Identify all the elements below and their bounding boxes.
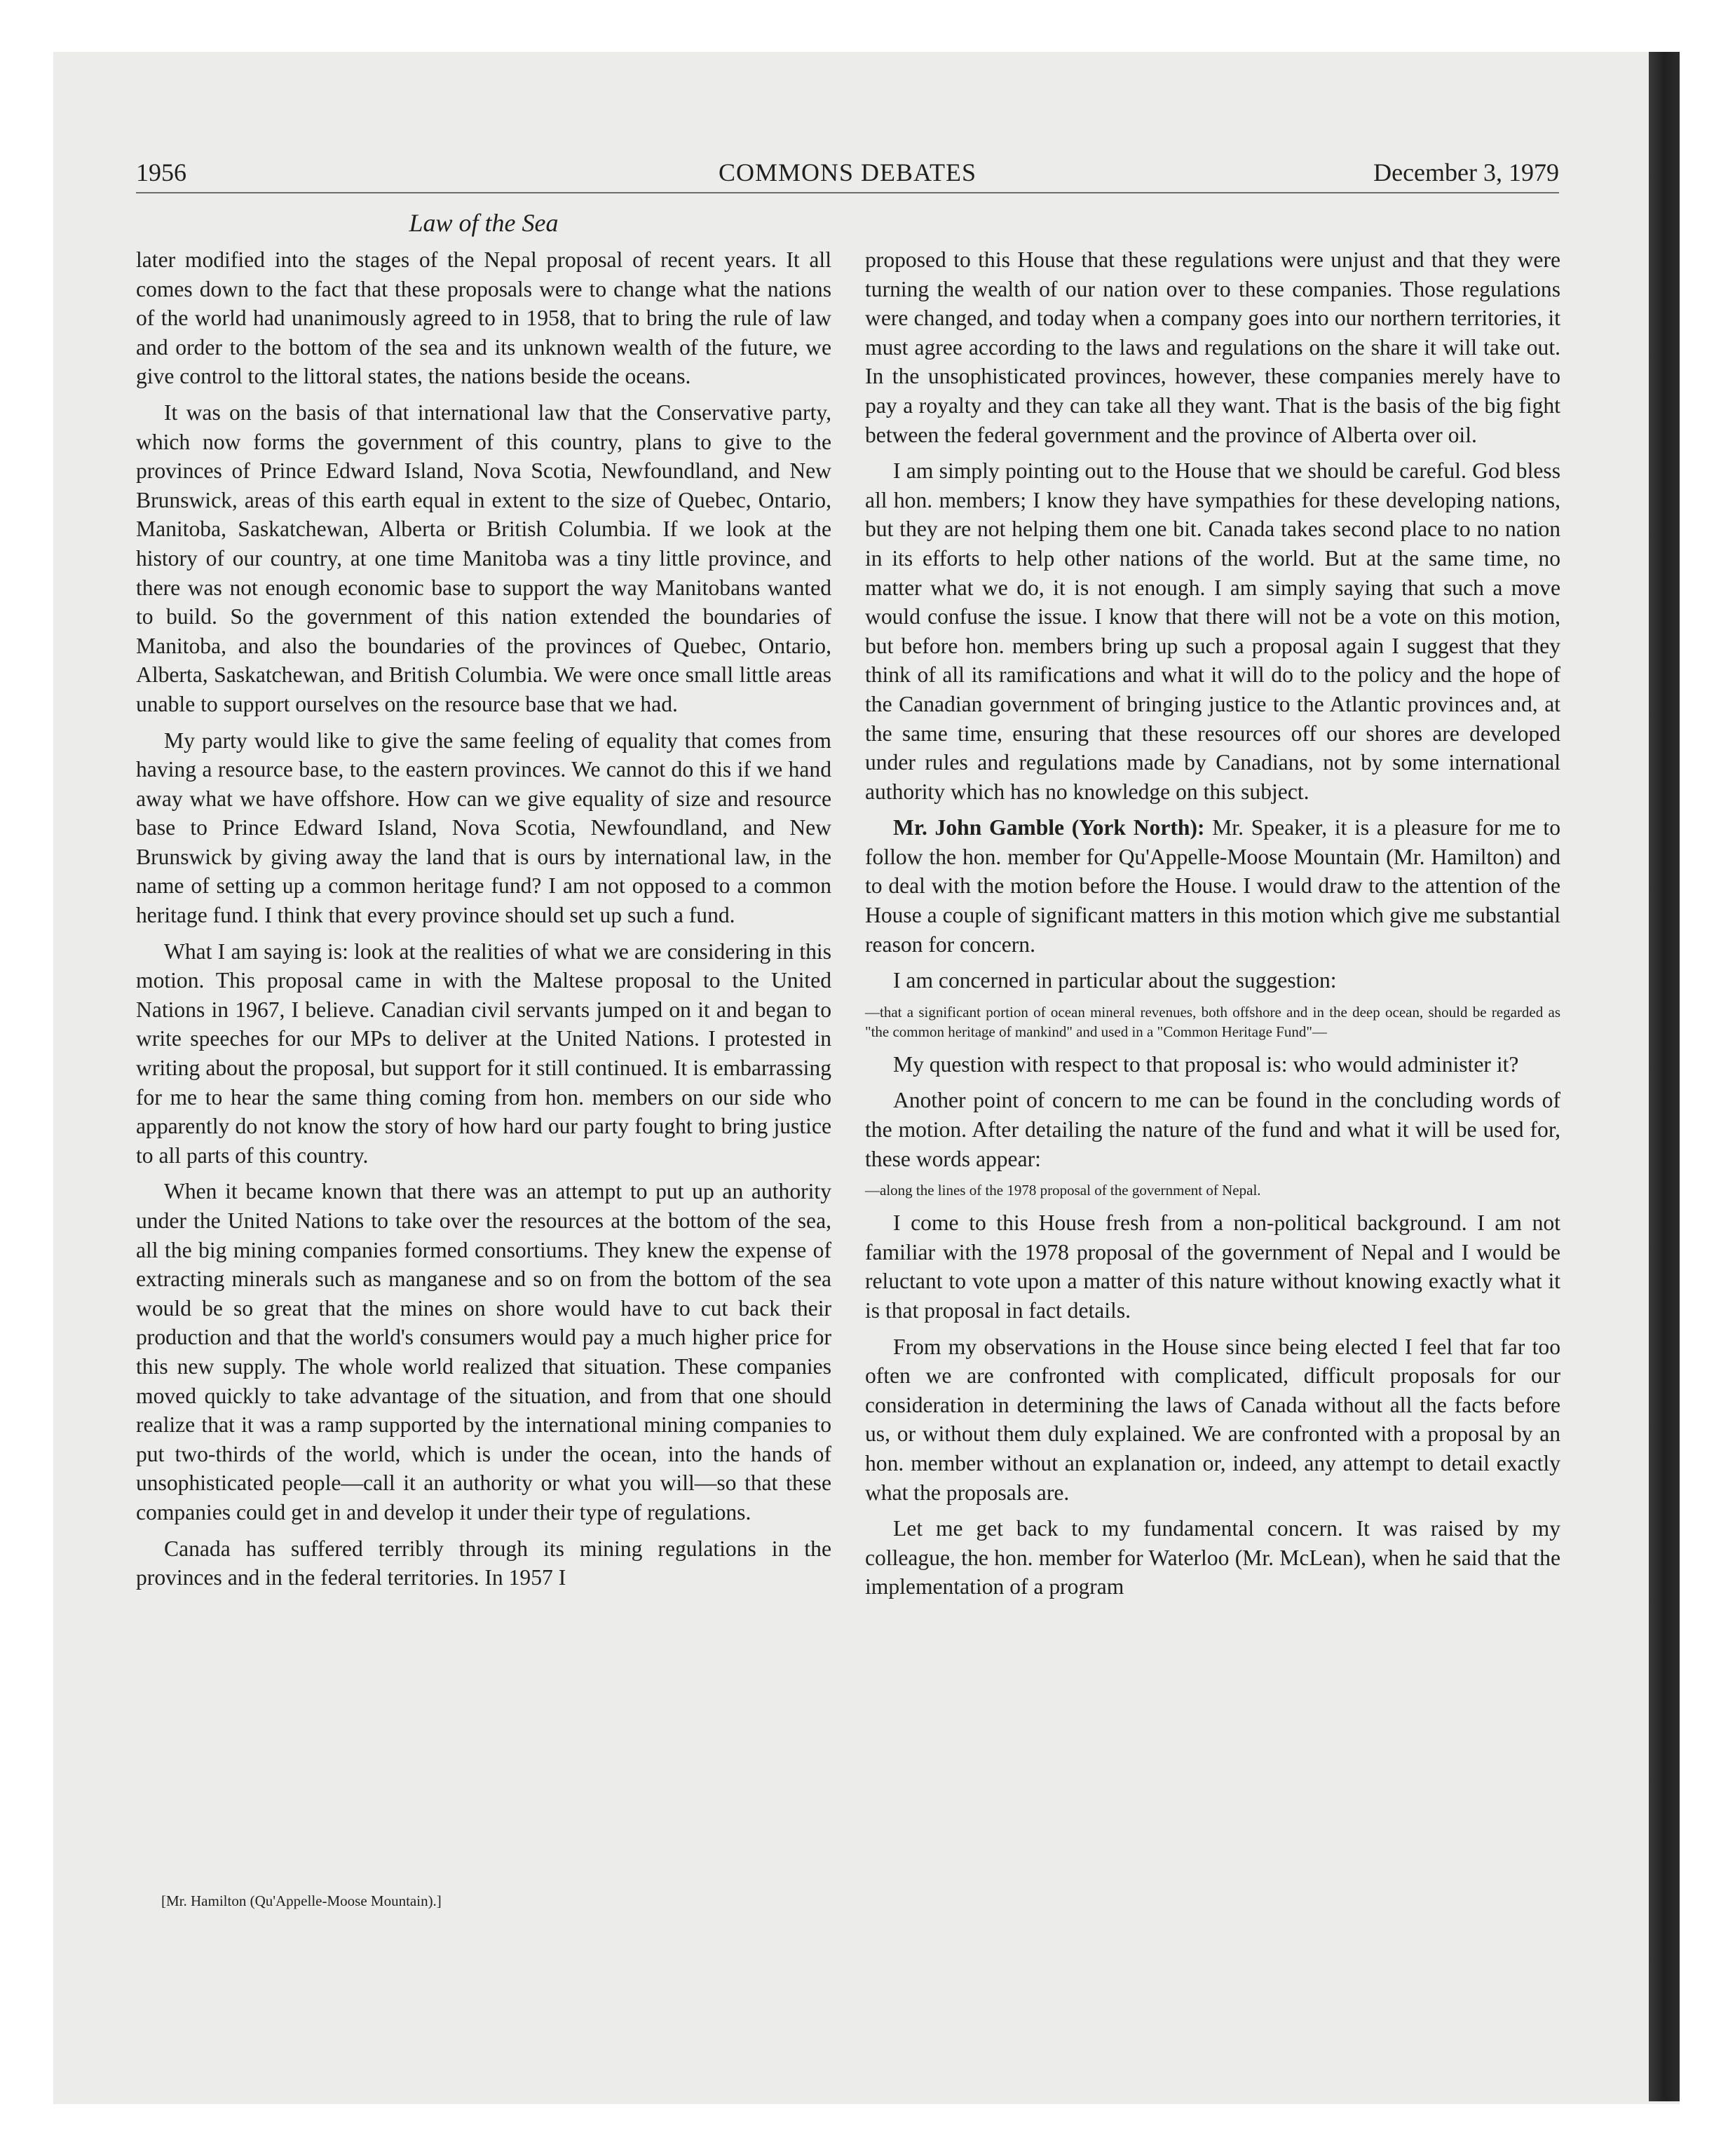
left-column (136, 245, 831, 1599)
running-header (136, 156, 1559, 189)
paragraph: I come to this House fresh from a non-political background. I am not familiar with the 1978 proposal of the government of Nepal and I would be reluctant to vote upon a matter of this nature without knowing exactly what it is that proposal in fact details. (865, 1210, 1560, 1323)
right-column (865, 245, 1560, 1609)
speaker-footer-note: [Mr. Hamilton (Qu'Appelle-Moose Mountain).] (161, 1892, 442, 1909)
paragraph: I am simply pointing out to the House that we should be careful. God bless all hon. members; I know they have sympathies for these developing nations, but they are not helping them one bit. Canada takes second place to no nation in its efforts to help other nations of the world. But at the same time, no matter what we do, it is not enough. I am simply saying that such a move would confuse the issue. I know that there will not be a vote on this motion, but before hon. members bring up such a proposal again I suggest that they think of all its ramifications and what it will do to the policy and the hope of the Canadian government of bringing justice to the Atlantic provinces and, at the same time, ensuring that these resources off our shores are developed under rules and regulations made by Canadians, not by some international authority which has no knowledge on this subject. (865, 458, 1560, 804)
paragraph: Another point of concern to me can be found in the concluding words of the motion. After detailing the nature of the fund and what it will be used for, these words appear: (865, 1088, 1560, 1171)
paragraph: I am concerned in particular about the suggestion: (893, 968, 1337, 993)
speaker-name: Mr. John Gamble (York North): (893, 815, 1205, 840)
paragraph: It was on the basis of that international law that the Conservative party, which now forms the government of this country, plans to give to the provinces of Prince Edward Island, Nova Scotia, Newfoundland, and New Brunswick, areas of this earth equal in extent to the size of Quebec, Ontario, Manitoba, Saskatchewan, Alberta or British Columbia. If we look at the history of our country, at one time Manitoba was a tiny little province, and there was not enough economic base to support the way Manitobans wanted to build. So the government of this nation extended the boundaries of Manitoba, and also the boundaries of the provinces of Quebec, Ontario, Alberta, Saskatchewan, and British Columbia. We were once small little areas unable to support ourselves on the resource base that we had. (136, 400, 831, 716)
speech-text: Mr. Speaker, it is a pleasure for me to follow the hon. member for Qu'Appelle-Moose Mountain (Mr. Hamilton) and to deal with the motion before the House. I would draw to the attention of the House a couple of significant matters in this motion which give me substantial reason for concern. (865, 815, 1560, 957)
quotation: —that a significant portion of ocean mineral revenues, both offshore and in the deep ocean, should be regarded as "the common heritage of mankind" and used in a "Common Heritage Fund"— (865, 1003, 1560, 1040)
page-binding-edge (1649, 52, 1680, 2101)
page-number: 1956 (136, 158, 186, 186)
section-title: Law of the Sea (409, 209, 559, 237)
quotation: —along the lines of the 1978 proposal of the government of Nepal. (865, 1182, 1261, 1199)
header-rule (136, 192, 1559, 193)
paragraph: From my observations in the House since being elected I feel that far too often we are confronted with complicated, difficult proposals for our consideration in determining the laws of Canada without all the facts before us, or without them duly explained. We are confronted with a proposal by an hon. member without an explanation or, indeed, any attempt to detail exactly what the proposals are. (865, 1334, 1560, 1505)
paragraph: later modified into the stages of the Nepal proposal of recent years. It all comes down to the fact that these proposals were to change what the nations of the world had unanimously agreed to in 1958, that to bring the rule of law and order to the bottom of the sea and its unknown wealth of the future, we give control to the littoral states, the nations beside the oceans. (136, 247, 831, 389)
paragraph: My party would like to give the same feeling of equality that comes from having a resource base, to the eastern provinces. We cannot do this if we hand away what we have offshore. How can we give equality of size and resource base to Prince Edward Island, Nova Scotia, Newfoundland, and New Brunswick by giving away the land that is ours by international law, in the name of setting up a common heritage fund? I am not opposed to a common heritage fund. I think that every province should set up such a fund. (136, 728, 831, 928)
paragraph: My question with respect to that proposal is: who would administer it? (893, 1051, 1519, 1077)
speaker-paragraph (865, 813, 1560, 959)
paragraph: When it became known that there was an attempt to put up an authority under the United Nations to take over the resources at the bottom of the sea, all the big mining companies formed consortiums. They knew the expense of extracting minerals such as manganese and so on from the bottom of the sea would be so great that the mines on shore would have to cut back their production and that the world's consumers would pay a much higher price for this new supply. The whole world realized that situation. These companies moved quickly to take advantage of the situation, and from that one should realize that it was a ramp supported by the international mining companies to put two-thirds of the world, which is under the ocean, into the hands of unsophisticated people—call it an authority or what you will—so that these companies could get in and develop it under their type of regulations. (136, 1179, 831, 1524)
paragraph: What I am saying is: look at the realities of what we are considering in this motion. This proposal came in with the Maltese proposal to the United Nations in 1967, I believe. Canadian civil servants jumped on it and began to write speeches for our MPs to deliver at the United Nations. I protested in writing about the proposal, but support for it still continued. It is embarrassing for me to hear the same thing coming from hon. members on our side who apparently do not know the story of how hard our party fought to bring justice to all parts of this country. (136, 939, 831, 1168)
header-date: December 3, 1979 (1373, 158, 1559, 186)
paragraph: Let me get back to my fundamental concern. It was raised by my colleague, the hon. member for Waterloo (Mr. McLean), when he said that the implementation of a program (865, 1516, 1560, 1599)
paragraph: proposed to this House that these regulations were unjust and that they were turning the wealth of our nation over to these companies. Those regulations were changed, and today when a company goes into our northern territories, it must agree according to the laws and regulations on the share it will take out. In the unsophisticated provinces, however, these companies merely have to pay a royalty and they can take all they want. That is the basis of the big fight between the federal government and the province of Alberta over oil. (865, 247, 1560, 447)
publication-title: COMMONS DEBATES (718, 158, 977, 186)
paragraph: Canada has suffered terribly through its mining regulations in the provinces and in the federal territories. In 1957 I (136, 1536, 831, 1590)
